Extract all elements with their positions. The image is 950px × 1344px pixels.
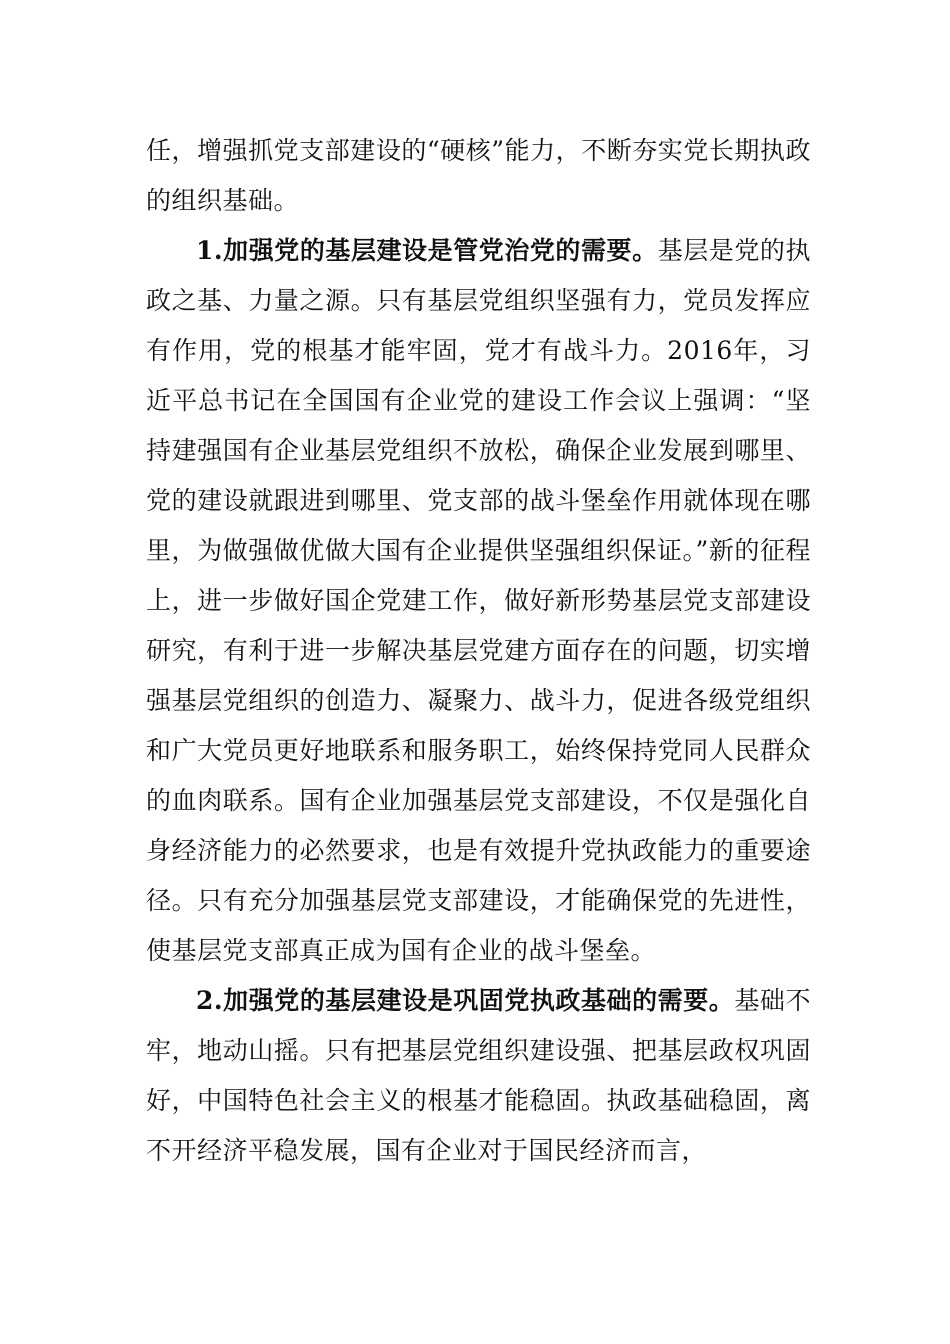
document-body <box>146 126 811 1176</box>
paragraph-text: 任，增强抓党支部建设的“硬核”能力，不断夯实党长期执政的组织基础。 <box>146 136 811 215</box>
paragraph-section-1 <box>146 226 811 976</box>
paragraph-continuation <box>146 126 811 226</box>
paragraph-text: 基础不牢，地动山摇。只有把基层党组织建设强、把基层政权巩固好，中国特色社会主义的根基才能稳固。执政基础稳固，离不开经济平稳发展，国有企业对于国民经济而言， <box>146 986 811 1165</box>
paragraph-text: 基层是党的执政之基、力量之源。只有基层党组织坚强有力，党员发挥应有作用，党的根基才能牢固，党才有战斗力。2016年，习近平总书记在全国国有企业党的建设工作会议上强调：“坚持建强国有企业基层党组织不放松，确保企业发展到哪里、党的建设就跟进到哪里、党支部的战斗堡垒作用就体现在哪里，为做强做优做大国有企业提供坚强组织保证。”新的征程上，进一步做好国企党建工作，做好新形势基层党支部建设研究，有利于进一步解决基层党建方面存在的问题，切实增强基层党组织的创造力、凝聚力、战斗力，促进各级党组织和广大党员更好地联系和服务职工，始终保持党同人民群众的血肉联系。国有企业加强基层党支部建设，不仅是强化自身经济能力的必然要求，也是有效提升党执政能力的重要途径。只有充分加强基层党支部建设，才能确保党的先进性，使基层党支部真正成为国有企业的战斗堡垒。 <box>146 236 811 965</box>
section-heading: 1.加强党的基层建设是管党治党的需要。 <box>196 236 658 265</box>
section-heading: 2.加强党的基层建设是巩固党执政基础的需要。 <box>196 986 735 1015</box>
paragraph-section-2 <box>146 976 811 1176</box>
